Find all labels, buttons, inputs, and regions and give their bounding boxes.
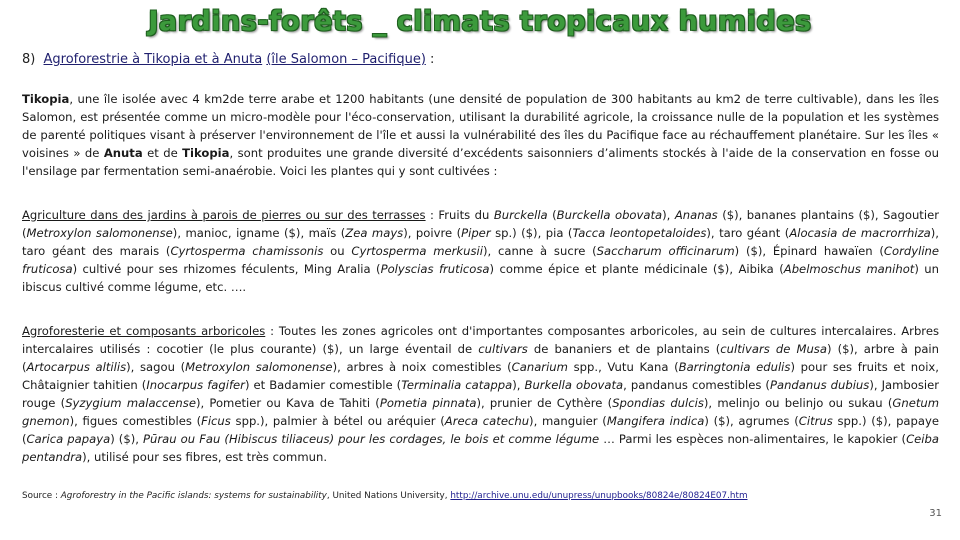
text-run: cultivars de Musa: [720, 342, 827, 356]
text-run: Canarium: [511, 360, 568, 374]
text-run: Terminalia catappa: [401, 378, 513, 392]
text-run: Zea mays: [345, 226, 404, 240]
text-run: ), sagou (: [126, 360, 186, 374]
paragraph-agroforestry: [22, 322, 939, 466]
text-run: Agriculture dans des jardins à parois de pierres ou sur des terrasses: [22, 208, 426, 222]
text-run: ), melinjo ou belinjo ou sukau (: [703, 396, 893, 410]
text-run: sp.) ($), pia (: [490, 226, 573, 240]
text-run: : Fruits du: [425, 208, 494, 222]
text-run: ) et Badamier comestible (: [244, 378, 402, 392]
section-heading-link-2: (île Salomon – Pacifique): [266, 52, 426, 67]
text-run: ) comme épice et plante médicinale ($), Aibika (: [489, 262, 784, 276]
text-run: ) ($),: [110, 432, 144, 446]
text-run: de bananiers et de plantains (: [527, 342, 721, 356]
section-number: 8): [22, 52, 36, 67]
text-run: Metroxylon salomonense: [185, 360, 333, 374]
text-run: ), poivre (: [403, 226, 462, 240]
text-run: spp.) ($), papaye (: [22, 414, 939, 446]
text-run: cultivars: [478, 342, 528, 356]
text-run: ) ($), Épinard hawaïen (: [734, 244, 884, 258]
text-run: Syzygium malaccense: [65, 396, 196, 410]
text-run: ) pour ses fruits et noix, Châtaignier tahitien (: [22, 360, 939, 392]
text-run: Barringtonia edulis: [678, 360, 791, 374]
text-run: Ananas: [674, 208, 718, 222]
text-run: ),: [662, 208, 675, 222]
text-run: ), prunier de Cythère (: [476, 396, 613, 410]
text-run: Abelmoschus manihot: [783, 262, 915, 276]
text-run: Tikopia: [182, 146, 230, 160]
source-title: Agroforestry in the Pacific islands: systems for sustainability: [60, 491, 327, 501]
text-run: ($), bananes plantains ($), Sagoutier (: [22, 208, 939, 240]
text-run: Citrus: [798, 414, 833, 428]
text-run: Inocarpus fagifer: [146, 378, 245, 392]
text-run: Burkella obovata: [524, 378, 624, 392]
section-heading: [22, 52, 942, 67]
text-run: , sont produites une grande diversité d’excédents saisonniers d’aliments stockés à l'aide de la conservation en fosse ou l'ensilage par fermentation semi-anaérobie. Voici les plantes qui y sont cultivées :: [22, 146, 939, 178]
source-publisher: , United Nations University,: [326, 491, 451, 501]
text-run: Pandanus dubius: [769, 378, 870, 392]
text-run: : Toutes les zones agricoles ont d'importantes composantes arboricoles, au sein de cultures intercalaires. Arbres intercalaires utilisés : cocotier (le plus courante) ($), un large éventail de: [22, 324, 939, 356]
text-run: ou: [323, 244, 352, 258]
text-run: ), utilisé pour ses fibres, est très commun.: [82, 450, 328, 464]
text-run: Burckella: [493, 208, 548, 222]
text-run: ), arbres à noix comestibles (: [332, 360, 512, 374]
text-run: ), taro géant des marais (: [22, 226, 939, 258]
source-prefix: Source :: [22, 491, 61, 501]
text-run: ) cultivé pour ses rhizomes féculents, Ming Aralia (: [72, 262, 381, 276]
source-citation: [22, 491, 939, 501]
text-run: ), manguier (: [529, 414, 607, 428]
text-run: Piper: [461, 226, 491, 240]
paragraph-agriculture: [22, 206, 939, 296]
text-run: Ceiba pentandra: [22, 432, 939, 464]
text-run: Areca catechu: [444, 414, 530, 428]
text-run: Cordyline fruticosa: [22, 244, 940, 276]
text-run: Pometia pinnata: [379, 396, 477, 410]
text-run: Saccharum officinarum: [596, 244, 735, 258]
text-run: (: [547, 208, 557, 222]
text-run: ),: [512, 378, 525, 392]
text-run: Artocarpus altilis: [26, 360, 127, 374]
text-run: Tacca leontopetaloides: [572, 226, 707, 240]
text-run: Agroforesterie et composants arboricoles: [22, 324, 266, 338]
text-run: spp.), palmier à bétel ou aréquier (: [230, 414, 445, 428]
text-run: Anuta: [103, 146, 143, 160]
text-run: … Parmi les espèces non-alimentaires, le kapokier (: [599, 432, 907, 446]
text-run: et de: [142, 146, 183, 160]
text-run: ), figues comestibles (: [69, 414, 202, 428]
text-run: , pandanus comestibles (: [623, 378, 770, 392]
page-number: 31: [929, 508, 942, 519]
text-run: Gnetum gnemon: [22, 396, 940, 428]
text-run: Spondias dulcis: [612, 396, 704, 410]
text-run: spp., Vutu Kana (: [567, 360, 679, 374]
text-run: Carica papaya: [26, 432, 111, 446]
text-run: Ficus: [201, 414, 231, 428]
section-heading-link-1: Agroforestrie à Tikopia et à Anuta: [43, 52, 263, 67]
text-run: Cyrtosperma merkusii: [351, 244, 483, 258]
text-run: Alocasia de macrorrhiza: [789, 226, 931, 240]
text-run: ) ($), agrumes (: [704, 414, 799, 428]
text-run: Cyrtosperma chamissonis: [170, 244, 324, 258]
text-run: ) un ibiscus cultivé comme légume, etc. ….: [22, 262, 940, 294]
text-run: Metroxylon salomonense: [26, 226, 173, 240]
text-run: Tikopia: [22, 92, 70, 106]
text-run: ), Pometier ou Kava de Tahiti (: [195, 396, 380, 410]
text-run: Polyscias fruticosa: [380, 262, 490, 276]
text-run: ) ($), arbre à pain (: [22, 342, 939, 374]
section-heading-colon: :: [430, 52, 435, 67]
text-run: ), Jambosier rouge (: [22, 378, 940, 410]
text-run: Pūrau ou Fau (Hibiscus tiliaceus) pour les cordages, le bois et comme légume: [143, 432, 600, 446]
source-link[interactable]: http://archive.unu.edu/unupress/unupbooks/80824e/80824E07.htm: [450, 491, 748, 501]
text-run: ), manioc, igname ($), maïs (: [172, 226, 346, 240]
text-run: Mangifera indica: [606, 414, 705, 428]
text-run: Burckella obovata: [556, 208, 663, 222]
paragraph-intro: [22, 90, 939, 180]
slide-title: Jardins-forêts _ climats tropicaux humides: [148, 6, 812, 37]
text-run: , une île isolée avec 4 km2de terre arabe et 1200 habitants (une densité de population de 300 habitants au km2 de terre cultivable), dans les îles Salomon, est présentée comme un micro-modèle pour l'éco-conservation, utilisant la durabilité agricole, la croissance nulle de la population et les systèmes de parenté politiques visant à préserver l'environnement de l'île et aussi la vulnérabilité des îles du Pacifique face au réchauffement planétaire. Sur les îles « voisines » de: [22, 92, 939, 160]
text-run: ), canne à sucre (: [482, 244, 597, 258]
text-run: ), taro géant (: [706, 226, 790, 240]
